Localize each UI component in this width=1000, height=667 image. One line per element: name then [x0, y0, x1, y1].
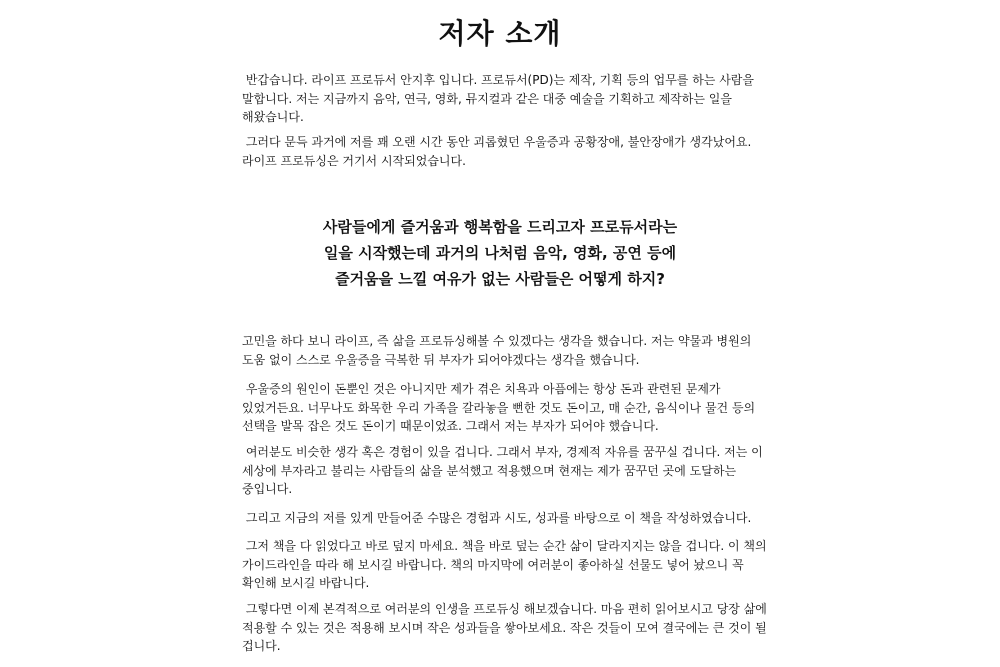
body-paragraph-4: 그리고 지금의 저를 있게 만들어준 수많은 경험과 시도, 성과를 바탕으로 이 책을 작성하였습니다.	[242, 511, 752, 525]
page-title: 저자 소개	[438, 17, 562, 50]
body-paragraph-5: 그저 책을 다 읽었다고 바로 덮지 마세요. 책을 바로 덮는 순간 삶이 달라지지는 않을 겁니다. 이 책의 가이드라인을 따라 해 보시길 바랍니다. 책의 마지막에 여러분이 좋아하실 선물도 넣어 놨으니 꼭 확인해 보시길 바랍니다.	[242, 539, 771, 590]
intro-paragraph-1: 반갑습니다. 라이프 프로듀서 안지후 입니다. 프로듀서(PD)는 제작, 기획 등의 업무를 하는 사람을 말합니다. 저는 지금까지 음악, 연극, 영화, 뮤지컬과 같은 대중 예술을 기획하고 제작하는 일을 해왔습니다.	[242, 73, 758, 124]
body-paragraph-1: 고민을 하다 보니 라이프, 즉 삶을 프로듀싱해볼 수 있겠다는 생각을 했습니다. 저는 약물과 병원의 도움 없이 스스로 우울증을 극복한 뒤 부자가 되어야겠다는 생각을 했습니다.	[242, 334, 756, 367]
body-paragraph-6: 그렇다면 이제 본격적으로 여러분의 인생을 프로듀싱 해보겠습니다. 마음 편히 읽어보시고 당장 삶에 적용할 수 있는 것은 적용해 보시며 작은 성과들을 쌓아보세요. 작은 것들이 모여 결국에는 큰 것이 될 겁니다.	[242, 602, 771, 653]
highlight-quote: 사람들에게 즐거움과 행복함을 드리고자 프로듀서라는 일을 시작했는데 과거의 나처럼 음악, 영화, 공연 등에 즐거움을 느낄 여유가 없는 사람들은 어떻게 하지?	[322, 218, 678, 288]
body-paragraph-3: 여러분도 비슷한 생각 혹은 경험이 있을 겁니다. 그래서 부자, 경제적 자유를 꿈꾸실 겁니다. 저는 이 세상에 부자라고 불리는 사람들의 삶을 분석했고 적용했으며 현재는 제가 꿈꾸던 곳에 도달하는 중입니다.	[242, 445, 767, 496]
intro-paragraph-2: 그러다 문득 과거에 저를 꽤 오랜 시간 동안 괴롭혔던 우울증과 공황장애, 불안장애가 생각났어요. 라이프 프로듀싱은 거기서 시작되었습니다.	[242, 135, 756, 168]
body-paragraph-2: 우울증의 원인이 돈뿐인 것은 아니지만 제가 겪은 치욕과 아픔에는 항상 돈과 관련된 문제가 있었거든요. 너무나도 화목한 우리 가족을 갈라놓을 뻔한 것도 돈이고, 매 순간, 음식이나 물건 등의 선택을 발목 잡은 것도 돈이기 때문이었죠. 그래서 저는 부자가 되어야 했습니다.	[242, 382, 759, 433]
